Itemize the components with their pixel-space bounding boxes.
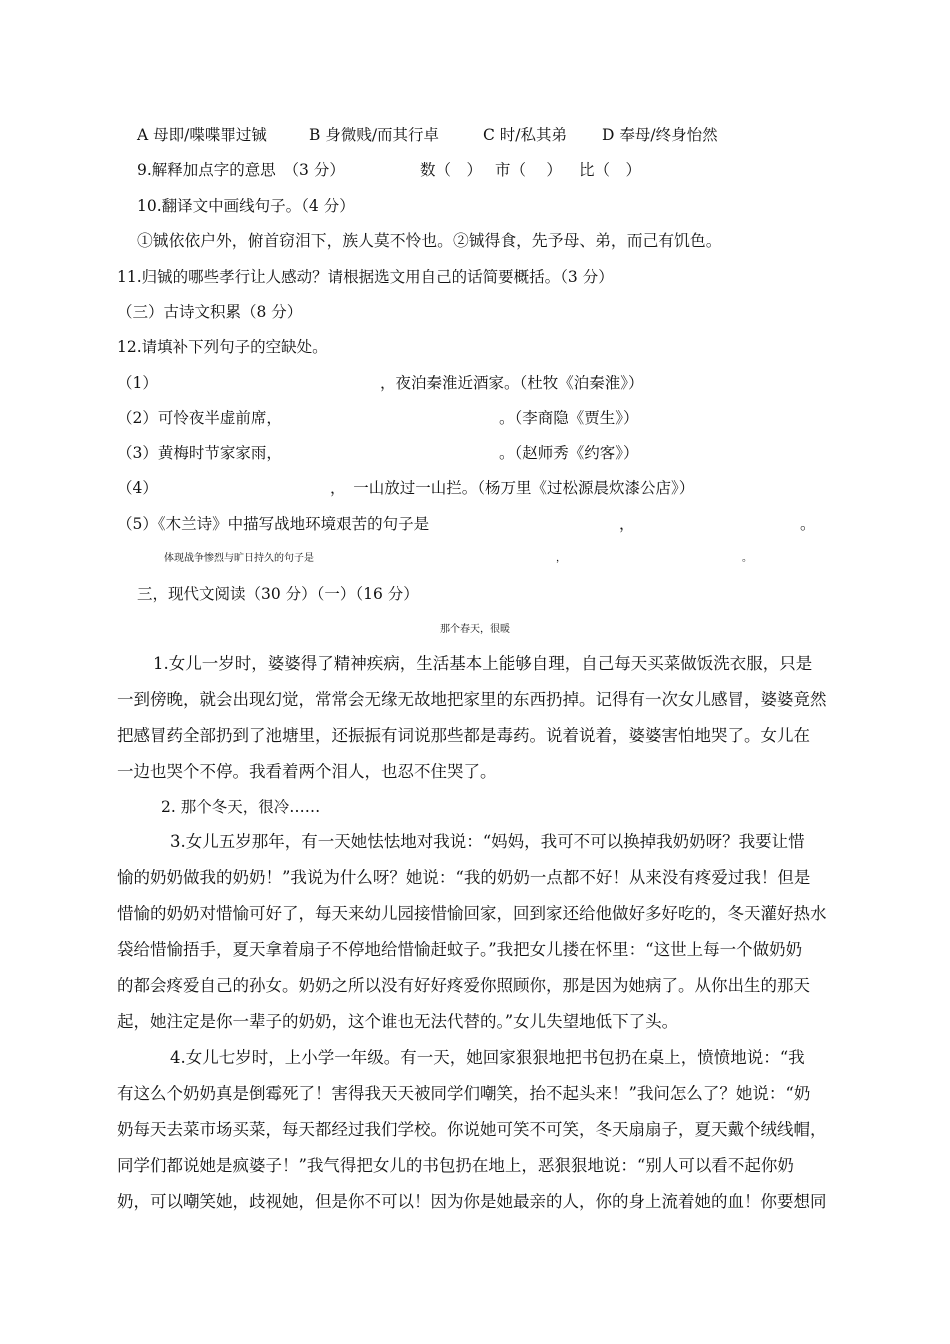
paragraph-3-line-6: 起，她注定是你一辈子的奶奶，这个谁也无法代替的。”女儿失望地低下了头。	[117, 1012, 679, 1031]
paragraph-3-line-1: 3.女儿五岁那年，有一天她怯怯地对我说：“妈妈，我可不可以换掉我奶奶呀？我要让惜	[170, 832, 805, 851]
q12-line-2-text: （2）可怜夜半虚前席，	[117, 409, 282, 427]
q12-line-5-comma: ，	[619, 515, 635, 533]
q8-option-c: C 时/私其弟	[483, 126, 568, 144]
q12-line-3	[117, 443, 937, 463]
q9-blank-shu: 数（ ）	[420, 161, 483, 179]
part-heading-modern-reading: 三，现代文阅读（30 分）（一）（16 分）	[137, 585, 419, 603]
q12-line-3-tail: 。（赵师秀《约客》）	[499, 444, 639, 462]
q12-line-6-text: 体现战争惨烈与旷日持久的句子是	[164, 553, 314, 564]
q12-line-4-text: ， 一山放过一山拦。（杨万里《过松源晨炊漆公店》）	[330, 479, 695, 497]
q8-option-a: A 母即/喋喋罪过铖	[137, 126, 267, 144]
q11-question: 11.归铖的哪些孝行让人感动？请根据选文用自己的话简要概括。（3 分）	[117, 268, 614, 286]
q9-blank-shi: 市（ ）	[495, 161, 562, 179]
q12-line-5-end: 。	[800, 515, 816, 533]
q12-line-1-number: （1）	[117, 374, 158, 392]
paragraph-3-line-3: 惜愉的奶奶对惜愉可好了，每天来幼儿园接惜愉回家，回到家还给他做好多好吃的，冬天灌好热水	[117, 904, 827, 923]
section-heading-poetry: （三）古诗文积累（8 分）	[117, 303, 303, 321]
q12-line-1	[117, 373, 937, 393]
paragraph-1-line-1: 1.女儿一岁时，婆婆得了精神疾病，生活基本上能够自理，自己每天买菜做饭洗衣服，只是	[153, 654, 813, 673]
paragraph-1-line-2: 一到傍晚，就会出现幻觉，常常会无缘无故地把家里的东西扔掉。记得有一次女儿感冒，婆婆竟然	[117, 690, 827, 709]
q9-row	[137, 160, 937, 180]
paragraph-4-line-3: 奶每天去菜市场买菜，每天都经过我们学校。你说她可笑不可笑，冬天扇扇子，夏天戴个绒线帽，	[117, 1120, 827, 1139]
q12-line-5-text: （5）《木兰诗》中描写战地环境艰苦的句子是	[117, 515, 430, 533]
paragraph-4-line-4: 同学们都说她是疯婆子！”我气得把女儿的书包扔在地上，恶狠狠地说：“别人可以看不起你奶	[117, 1156, 794, 1175]
q10-label: 10.翻译文中画线句子。（4 分）	[137, 197, 355, 215]
paragraph-4-line-1: 4.女儿七岁时，上小学一年级。有一天，她回家狠狠地把书包扔在桌上，愤愤地说：“我	[170, 1048, 805, 1067]
paragraph-1-line-3: 把感冒药全部扔到了池塘里，还振振有词说那些都是毒药。说着说着，婆婆害怕地哭了。女儿在	[117, 726, 810, 745]
q12-label: 12.请填补下列句子的空缺处。	[117, 338, 328, 356]
q12-line-3-text: （3）黄梅时节家家雨，	[117, 444, 282, 462]
paragraph-3-line-5: 的都会疼爱自己的孙女。奶奶之所以没有好好疼爱你照顾你，那是因为她病了。从你出生的那天	[117, 976, 810, 995]
article-title: 那个春天，很暖	[440, 624, 510, 635]
q9-blank-bi: 比（ ）	[579, 161, 642, 179]
q12-line-4	[117, 478, 937, 498]
q12-line-2-tail: 。（李商隐《贾生》）	[499, 409, 639, 427]
paragraph-1-line-4: 一边也哭个不停。我看着两个泪人，也忍不住哭了。	[117, 762, 497, 781]
q9-label: 9.解释加点字的意思 （3 分）	[137, 161, 345, 179]
paragraph-3-line-2: 愉的奶奶做我的奶奶！”我说为什么呀？她说：“我的奶奶一点都不好！从来没有疼爱过我！但是	[117, 868, 811, 887]
q12-line-1-text: ，夜泊秦淮近酒家。（杜牧《泊秦淮》）	[380, 374, 644, 392]
q12-line-6-comma: ，	[556, 553, 566, 564]
paragraph-2: 2. 那个冬天，很冷……	[161, 798, 321, 816]
q12-line-6	[164, 549, 944, 569]
q10-sentence: ①铖依依户外，俯首窃泪下，族人莫不怜也。②铖得食，先予母、弟，而己有饥色。	[137, 231, 722, 250]
q12-line-6-end: 。	[742, 553, 752, 564]
paragraph-4-line-2: 有这么个奶奶真是倒霉死了！害得我天天被同学们嘲笑，抬不起头来！”我问怎么了？她说：“奶	[117, 1084, 811, 1103]
q12-line-4-number: （4）	[117, 479, 158, 497]
paragraph-3-line-4: 袋给惜愉捂手，夏天拿着扇子不停地给惜愉赶蚊子。”我把女儿搂在怀里：“这世上每一个做奶奶	[117, 940, 803, 959]
q12-line-2	[117, 408, 937, 428]
q12-line-5	[117, 514, 937, 534]
q8-option-d: D 奉母/终身怡然	[602, 126, 718, 144]
q8-option-b: B 身微贱/而其行卓	[309, 126, 440, 144]
paragraph-4-line-5: 奶，可以嘲笑她，歧视她，但是你不可以！因为你是她最亲的人，你的身上流着她的血！你要想同	[117, 1192, 827, 1211]
q8-options-row	[137, 125, 937, 145]
